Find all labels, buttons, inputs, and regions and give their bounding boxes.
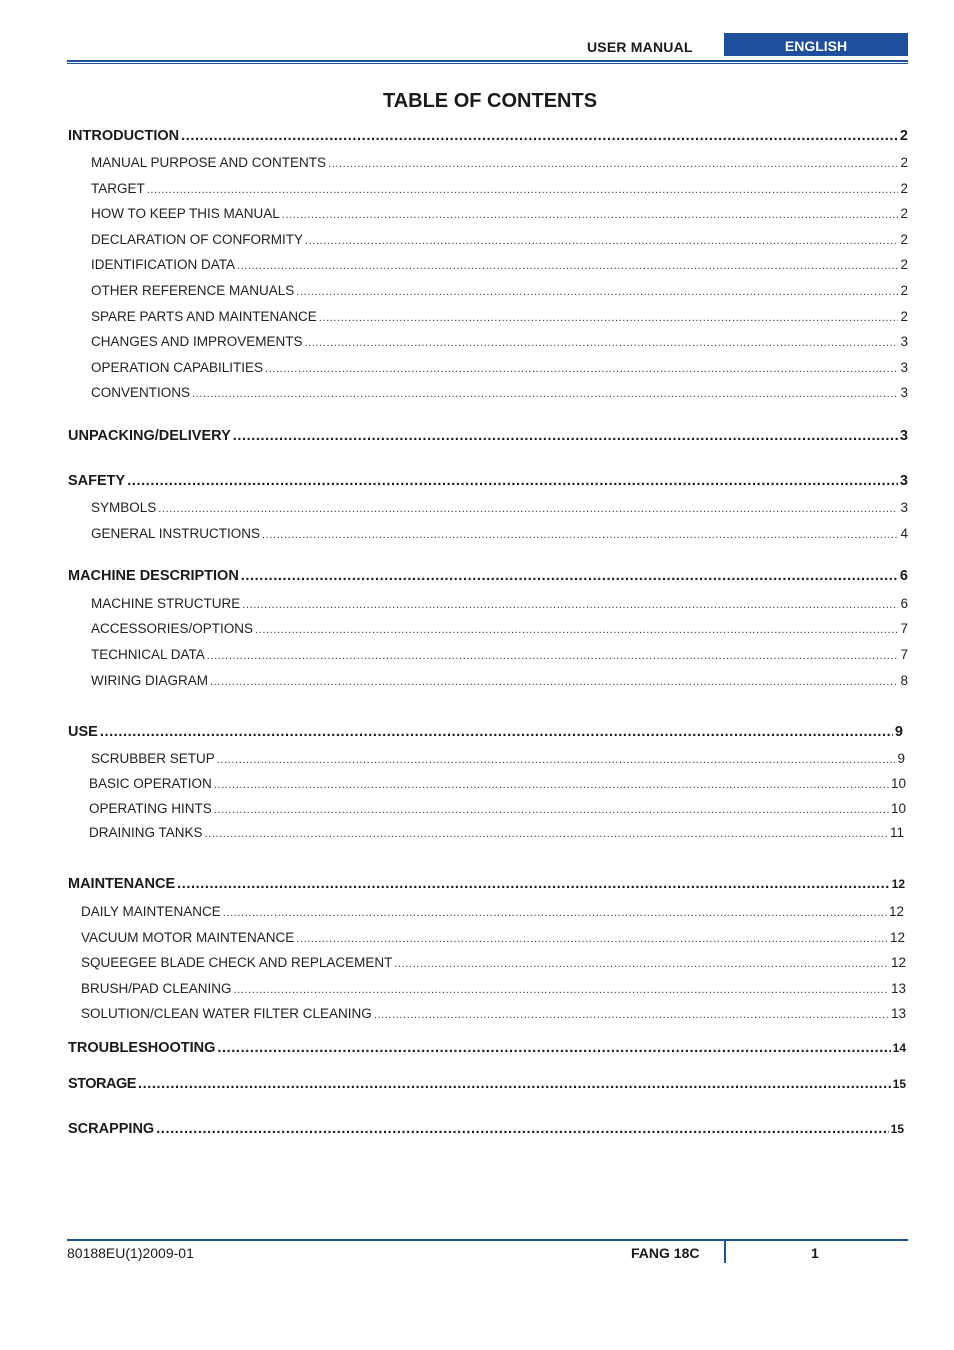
toc-leader (296, 933, 888, 945)
toc-entry-page: 4 (900, 526, 908, 541)
page-title-text: TABLE OF CONTENTS (382, 90, 598, 112)
toc-leader (100, 724, 893, 740)
toc-entry-page: 2 (900, 181, 908, 196)
toc-entry-label: VACUUM MOTOR MAINTENANCE (81, 930, 295, 945)
toc-leader (328, 158, 898, 170)
toc-entry-label: TARGET (91, 181, 145, 196)
toc-entry-label: DECLARATION OF CONFORMITY (91, 232, 304, 247)
toc-leader (138, 1076, 891, 1092)
toc-leader (305, 235, 898, 247)
toc-entry-label: BASIC OPERATION (89, 776, 212, 791)
toc-entry-basic-operation[interactable] (89, 776, 906, 791)
toc-leader (223, 907, 887, 919)
toc-leader (147, 184, 899, 196)
toc-entry-page: 11 (889, 825, 904, 840)
footer-divider (67, 1239, 908, 1241)
toc-entry-keep-manual[interactable] (91, 206, 908, 221)
toc-entry-label: INTRODUCTION (68, 128, 180, 144)
toc-leader (262, 529, 898, 541)
toc-entry-label: SYMBOLS (91, 500, 157, 515)
toc-entry-label: SCRAPPING (68, 1121, 155, 1137)
toc-entry-draining-tanks[interactable] (89, 825, 904, 840)
toc-entry-page: 2 (900, 309, 908, 324)
toc-entry-label: MAINTENANCE (68, 876, 176, 892)
toc-entry-page: 2 (899, 128, 908, 144)
toc-leader (394, 958, 889, 970)
toc-entry-page: 2 (900, 257, 908, 272)
toc-entry-technical-data[interactable] (91, 647, 908, 662)
toc-entry-label: SQUEEGEE BLADE CHECK AND REPLACEMENT (81, 955, 393, 970)
manual-label: USER MANUAL (587, 39, 693, 55)
toc-leader (319, 312, 899, 324)
toc-entry-label: DAILY MAINTENANCE (81, 904, 221, 919)
toc-entry-page: 10 (890, 776, 906, 791)
toc-leader (282, 209, 899, 221)
toc-entry-page: 12 (888, 904, 904, 919)
toc-entry-spare-parts[interactable] (91, 309, 908, 324)
toc-entry-vacuum-motor[interactable] (81, 930, 905, 945)
toc-entry-operating-hints[interactable] (89, 801, 906, 816)
toc-entry-accessories[interactable] (91, 621, 908, 636)
toc-entry-unpacking[interactable] (68, 428, 908, 444)
toc-entry-wiring-diagram[interactable] (91, 673, 908, 688)
toc-entry-label: TROUBLESHOOTING (68, 1040, 216, 1056)
toc-entry-label: MACHINE STRUCTURE (91, 596, 241, 611)
toc-entry-label: OTHER REFERENCE MANUALS (91, 283, 295, 298)
toc-entry-label: SOLUTION/CLEAN WATER FILTER CLEANING (81, 1006, 372, 1021)
page-header (67, 33, 908, 63)
toc-leader (214, 804, 889, 816)
language-badge: ENGLISH (724, 33, 908, 56)
toc-entry-daily-maintenance[interactable] (81, 904, 904, 919)
toc-entry-label: CONVENTIONS (91, 385, 191, 400)
toc-entry-page: 3 (899, 428, 908, 444)
toc-entry-label: STORAGE (68, 1076, 136, 1092)
toc-entry-label: WIRING DIAGRAM (91, 673, 208, 688)
toc-entry-label: HOW TO KEEP THIS MANUAL (91, 206, 280, 221)
header-divider (67, 60, 908, 62)
toc-entry-page: 12 (890, 955, 906, 970)
toc-entry-label: USE (68, 724, 98, 740)
toc-entry-machine-structure[interactable] (91, 596, 908, 611)
toc-entry-label: UNPACKING/DELIVERY (68, 428, 231, 444)
toc-entry-page: 15 (890, 1122, 904, 1136)
toc-entry-squeegee-blade[interactable] (81, 955, 906, 970)
toc-entry-page: 3 (900, 334, 908, 349)
toc-entry-page: 10 (890, 801, 906, 816)
toc-entry-label: CHANGES AND IMPROVEMENTS (91, 334, 303, 349)
toc-entry-introduction[interactable] (68, 128, 908, 144)
toc-entry-page: 2 (900, 206, 908, 221)
toc-entry-conventions[interactable] (91, 385, 908, 400)
toc-entry-changes[interactable] (91, 334, 908, 349)
toc-entry-page: 2 (900, 232, 908, 247)
toc-entry-scrubber-setup[interactable] (91, 751, 905, 766)
toc-entry-page: 2 (900, 155, 908, 170)
toc-entry-page: 6 (900, 596, 908, 611)
toc-entry-machine-description[interactable] (68, 568, 908, 584)
toc-leader (210, 676, 898, 688)
toc-entry-page: 15 (892, 1077, 906, 1091)
toc-leader (158, 503, 898, 515)
toc-entry-water-filter[interactable] (81, 1006, 906, 1021)
toc-entry-page: 6 (899, 568, 908, 584)
toc-entry-page: 12 (891, 877, 905, 891)
toc-leader (233, 428, 898, 444)
toc-leader (255, 624, 898, 636)
footer-separator (724, 1241, 726, 1263)
toc-leader (242, 599, 898, 611)
toc-entry-scrapping[interactable] (68, 1121, 904, 1137)
toc-leader (127, 473, 898, 489)
toc-entry-manual-purpose[interactable] (91, 155, 908, 170)
toc-entry-label: BRUSH/PAD CLEANING (81, 981, 232, 996)
toc-entry-page: 3 (900, 500, 908, 515)
toc-leader (181, 128, 898, 144)
toc-entry-safety[interactable] (68, 473, 908, 489)
toc-leader (156, 1121, 888, 1137)
toc-entry-page: 2 (900, 283, 908, 298)
toc-leader (241, 568, 898, 584)
toc-entry-page: 14 (892, 1041, 906, 1055)
toc-entry-identification[interactable] (91, 257, 908, 272)
toc-entry-label: DRAINING TANKS (89, 825, 203, 840)
toc-entry-label: MANUAL PURPOSE AND CONTENTS (91, 155, 327, 170)
toc-entry-page: 3 (900, 360, 908, 375)
toc-entry-use[interactable] (68, 724, 903, 740)
toc-entry-page: 9 (897, 751, 905, 766)
toc-leader (192, 388, 898, 400)
toc-leader (374, 1009, 889, 1021)
toc-entry-troubleshooting[interactable] (68, 1040, 906, 1056)
toc-leader (214, 779, 889, 791)
toc-entry-page: 8 (900, 673, 908, 688)
toc-entry-page: 7 (900, 647, 908, 662)
toc-leader (207, 650, 899, 662)
toc-entry-label: OPERATION CAPABILITIES (91, 360, 264, 375)
toc-entry-label: SPARE PARTS AND MAINTENANCE (91, 309, 317, 324)
toc-entry-label: ACCESSORIES/OPTIONS (91, 621, 254, 636)
toc-leader (234, 984, 889, 996)
toc-entry-capabilities[interactable] (91, 360, 908, 375)
toc-entry-page: 3 (900, 385, 908, 400)
page-title (0, 90, 954, 113)
toc-entry-page: 12 (889, 930, 905, 945)
toc-leader (177, 876, 890, 892)
toc-leader (237, 260, 898, 272)
toc-entry-symbols[interactable] (91, 500, 908, 515)
toc-entry-general-instructions[interactable] (91, 526, 908, 541)
toc-leader (305, 337, 899, 349)
toc-leader (296, 286, 898, 298)
toc-entry-brush-pad[interactable] (81, 981, 906, 996)
document-code: 80188EU(1)2009-01 (67, 1245, 194, 1261)
header-divider-thin (67, 63, 908, 64)
toc-entry-page: 9 (894, 724, 903, 740)
toc-entry-page: 13 (890, 1006, 906, 1021)
toc-leader (265, 363, 898, 375)
toc-entry-maintenance[interactable] (68, 876, 905, 892)
page-footer (67, 1238, 908, 1268)
toc-entry-label: GENERAL INSTRUCTIONS (91, 526, 261, 541)
toc-leader (217, 1040, 890, 1056)
toc-entry-page: 13 (890, 981, 906, 996)
toc-entry-label: TECHNICAL DATA (91, 647, 205, 662)
toc-entry-label: OPERATING HINTS (89, 801, 212, 816)
toc-entry-page: 7 (900, 621, 908, 636)
toc-entry-label: IDENTIFICATION DATA (91, 257, 235, 272)
toc-leader (217, 754, 896, 766)
toc-entry-storage[interactable] (68, 1076, 906, 1092)
model-name: FANG 18C (631, 1245, 700, 1261)
toc-entry-other-manuals[interactable] (91, 283, 908, 298)
toc-entry-label: SCRUBBER SETUP (91, 751, 215, 766)
toc-entry-label: SAFETY (68, 473, 126, 489)
toc-leader (205, 828, 888, 840)
page-number: 1 (811, 1245, 819, 1261)
toc-entry-target[interactable] (91, 181, 908, 196)
toc-entry-label: MACHINE DESCRIPTION (68, 568, 239, 584)
toc-entry-page: 3 (899, 473, 908, 489)
toc-entry-conformity[interactable] (91, 232, 908, 247)
